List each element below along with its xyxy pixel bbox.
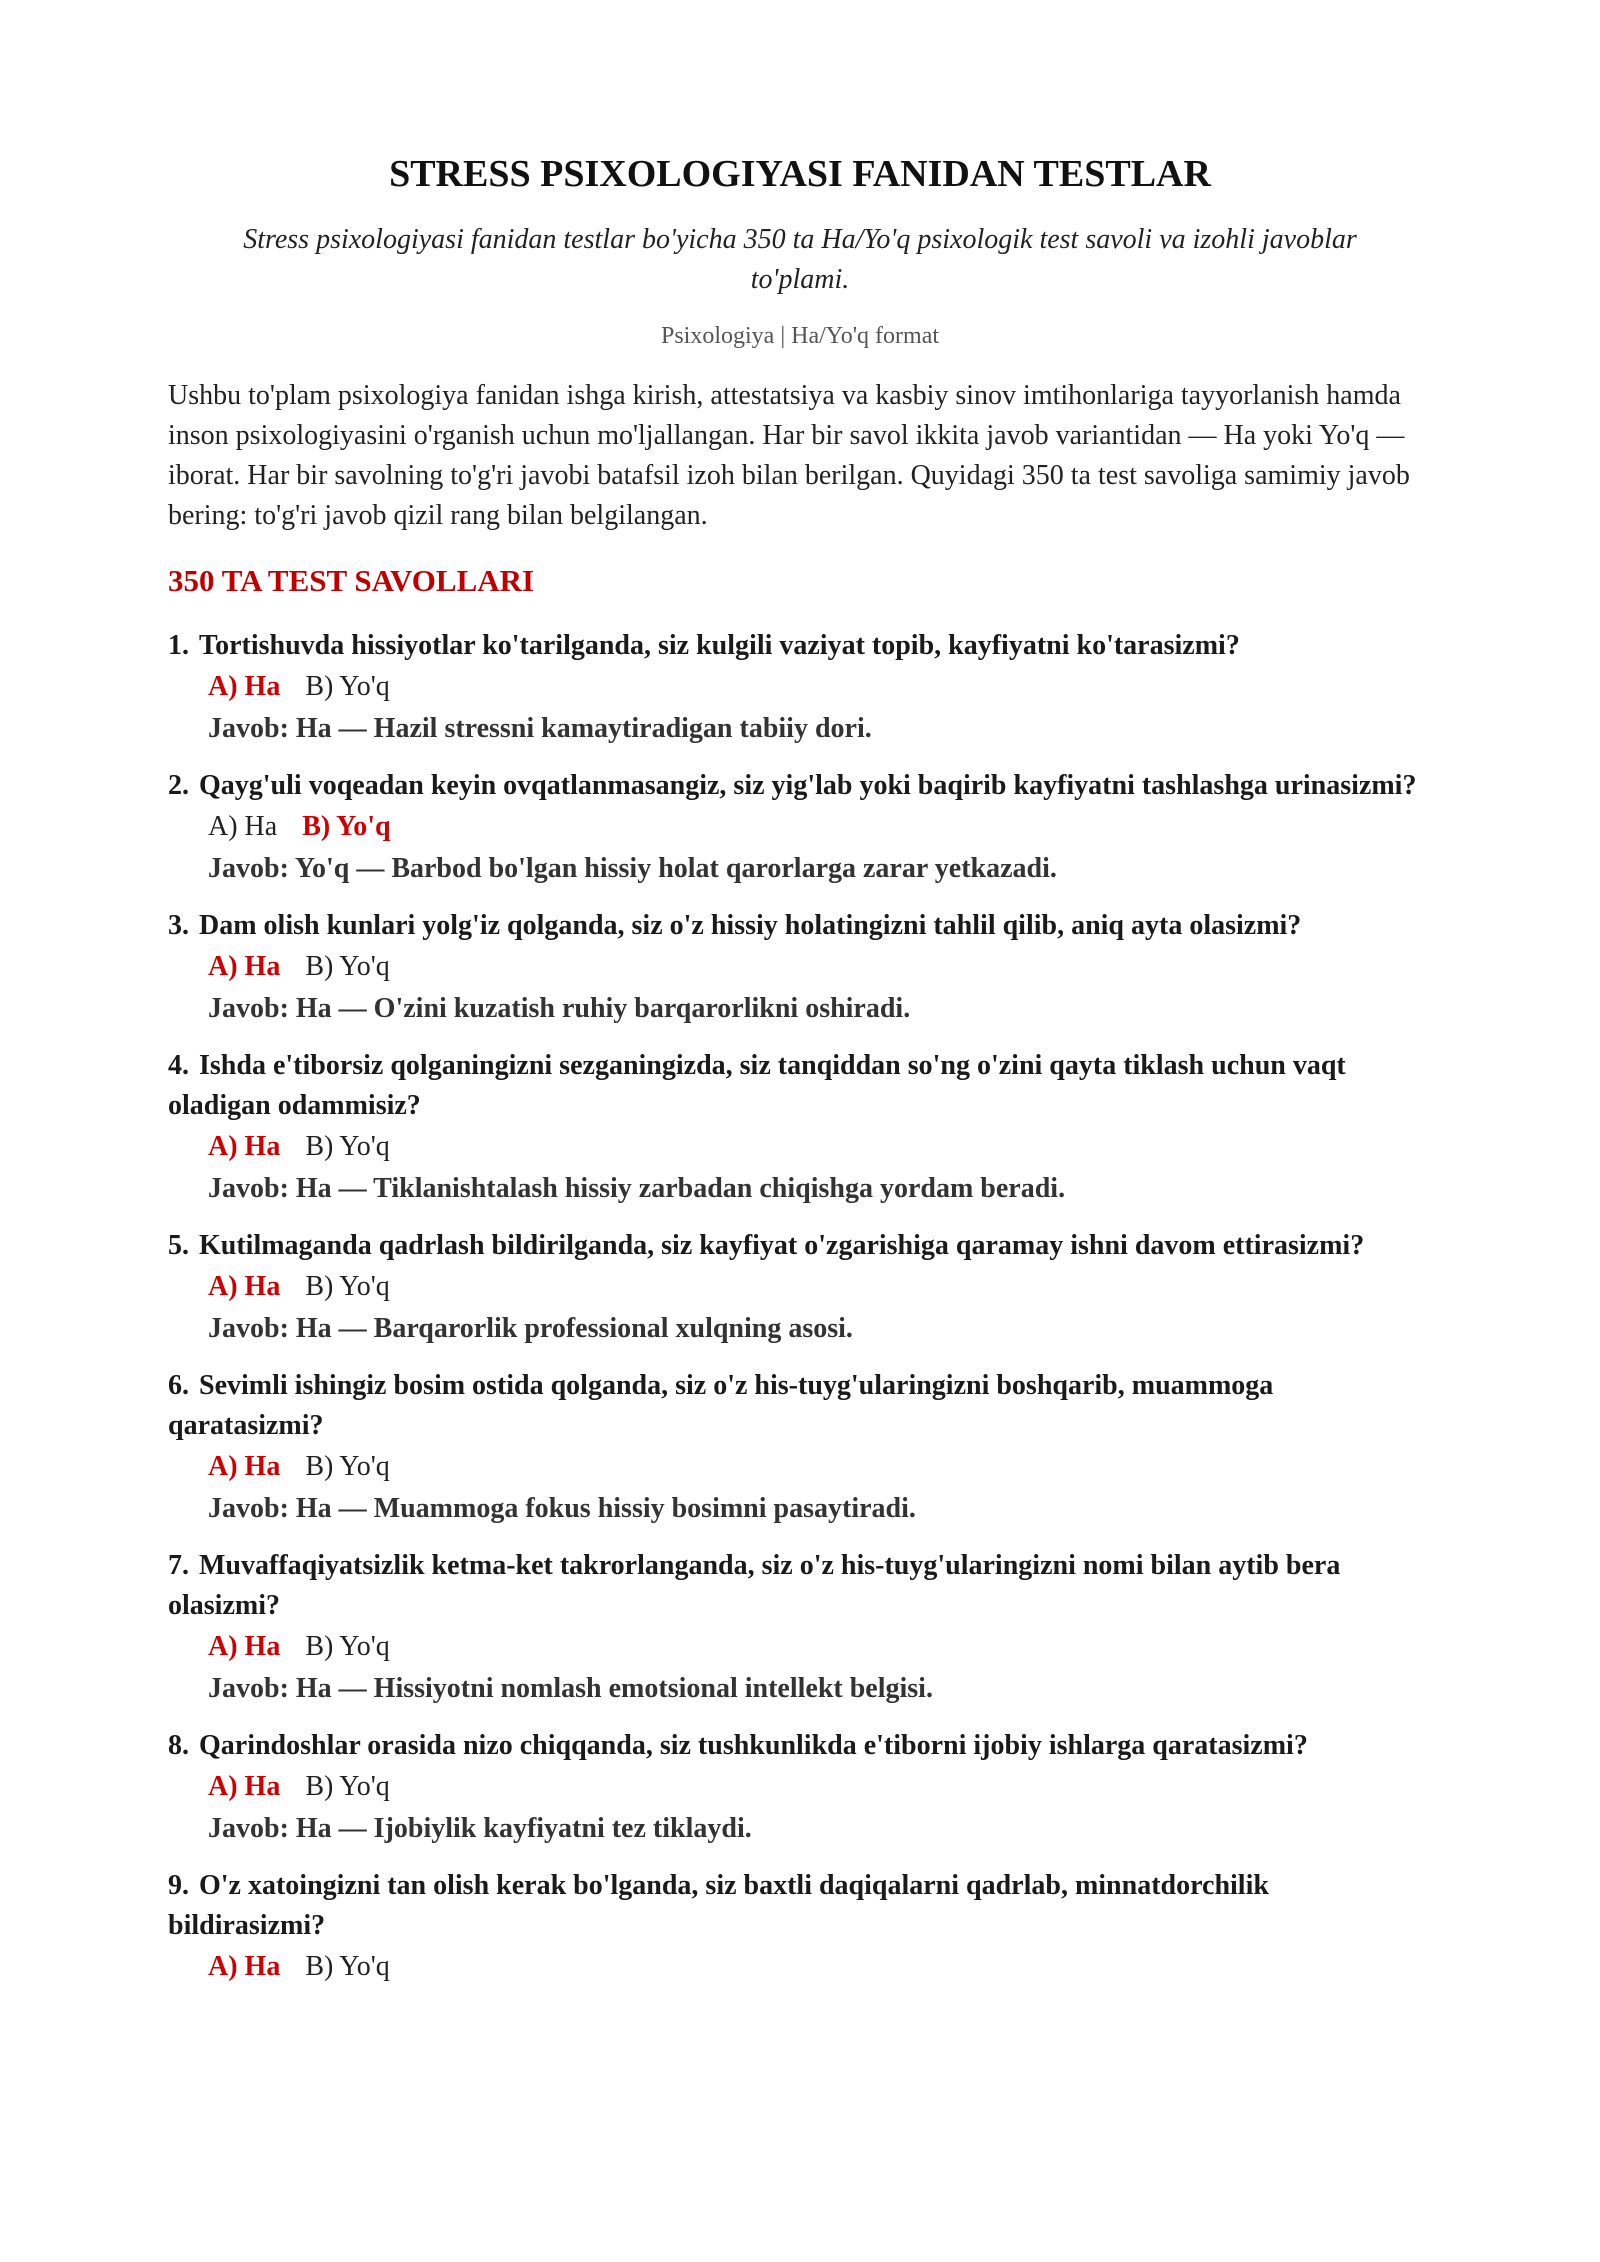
option-b[interactable]: B) Yo'q [305, 1771, 390, 1802]
question-text [168, 1726, 1432, 1766]
answer-explanation: Javob: Ha — O'zini kuzatish ruhiy barqarorlikni oshiradi. [208, 993, 911, 1024]
question-body: Sevimli ishingiz bosim ostida qolganda, siz o'z his-tuyg'ularingizni boshqarib, muammoga qaratasizmi? [168, 1370, 1274, 1441]
question-number: 9. [168, 1870, 189, 1901]
question-text [168, 626, 1432, 666]
question-options [168, 1126, 1432, 1168]
question-number: 5. [168, 1230, 189, 1261]
option-a[interactable]: A) Ha [208, 1131, 281, 1162]
question-text [168, 906, 1432, 946]
question-number: 6. [168, 1370, 189, 1401]
option-b[interactable]: B) Yo'q [305, 951, 390, 982]
question-item [168, 906, 1432, 1030]
answer-explanation: Javob: Ha — Muammoga fokus hissiy bosimni pasaytiradi. [208, 1493, 916, 1524]
question-item [168, 1546, 1432, 1710]
intro-paragraph: Ushbu to'plam psixologiya fanidan ishga kirish, attestatsiya va kasbiy sinov imtihonlariga tayyorlanish hamda inson psixologiyasini o'rganish uchun mo'ljallangan. Har bir savol ikkita javob variantidan — Ha yoki Yo'q — iborat. Har bir savolning to'g'ri javobi batafsil izoh bilan berilgan. Quyidagi 350 ta test savoliga samimiy javob bering: to'g'ri javob qizil rang bilan belgilangan. [168, 380, 1410, 531]
question-options [168, 666, 1432, 708]
question-body: Tortishuvda hissiyotlar ko'tarilganda, siz kulgili vaziyat topib, kayfiyatni ko'tarasizmi? [199, 630, 1240, 661]
question-text [168, 1546, 1432, 1626]
option-b[interactable]: B) Yo'q [302, 811, 391, 842]
question-item [168, 766, 1432, 890]
option-b[interactable]: B) Yo'q [305, 1271, 390, 1302]
option-a[interactable]: A) Ha [208, 1271, 281, 1302]
question-item [168, 1366, 1432, 1530]
answer-explanation: Javob: Yo'q — Barbod bo'lgan hissiy holat qarorlarga zarar yetkazadi. [208, 853, 1057, 884]
answer-explanation: Javob: Ha — Hissiyotni nomlash emotsional intellekt belgisi. [208, 1673, 933, 1704]
answer-explanation: Javob: Ha — Tiklanishtalash hissiy zarbadan chiqishga yordam beradi. [208, 1173, 1066, 1204]
option-b[interactable]: B) Yo'q [305, 671, 390, 702]
question-body: Muvaffaqiyatsizlik ketma-ket takrorlanganda, siz o'z his-tuyg'ularingizni nomi bilan aytib bera olasizmi? [168, 1550, 1341, 1621]
option-a[interactable]: A) Ha [208, 1771, 281, 1802]
question-options [168, 946, 1432, 988]
question-text [168, 1866, 1432, 1946]
option-a[interactable]: A) Ha [208, 811, 278, 842]
option-b[interactable]: B) Yo'q [305, 1131, 390, 1162]
option-a[interactable]: A) Ha [208, 1451, 281, 1482]
question-item [168, 1726, 1432, 1850]
question-number: 8. [168, 1730, 189, 1761]
question-list [168, 626, 1432, 1988]
answer-explanation: Javob: Ha — Ijobiylik kayfiyatni tez tiklaydi. [208, 1813, 752, 1844]
answer-explanation: Javob: Ha — Barqarorlik professional xulqning asosi. [208, 1313, 853, 1344]
option-a[interactable]: A) Ha [208, 951, 281, 982]
option-b[interactable]: B) Yo'q [305, 1951, 390, 1982]
question-options [168, 1266, 1432, 1308]
question-options [168, 1946, 1432, 1988]
question-body: Kutilmaganda qadrlash bildirilganda, siz kayfiyat o'zgarishiga qaramay ishni davom ettirasizmi? [199, 1230, 1365, 1261]
question-number: 3. [168, 910, 189, 941]
question-text [168, 1046, 1432, 1126]
question-body: Qayg'uli voqeadan keyin ovqatlanmasangiz, siz yig'lab yoki baqirib kayfiyatni tashlashga urinasizmi? [199, 770, 1417, 801]
question-item [168, 1226, 1432, 1350]
question-options [168, 1446, 1432, 1488]
option-a[interactable]: A) Ha [208, 1951, 281, 1982]
question-number: 2. [168, 770, 189, 801]
option-b[interactable]: B) Yo'q [305, 1451, 390, 1482]
question-options [168, 1626, 1432, 1668]
section-heading: 350 TA TEST SAVOLLARI [168, 563, 535, 598]
question-body: Dam olish kunlari yolg'iz qolganda, siz o'z hissiy holatingizni tahlil qilib, aniq ayta olasizmi? [199, 910, 1302, 941]
option-b[interactable]: B) Yo'q [305, 1631, 390, 1662]
question-options [168, 1766, 1432, 1808]
question-body: Ishda e'tiborsiz qolganingizni sezganingizda, siz tanqiddan so'ng o'zini qayta tiklash uchun vaqt oladigan odammisiz? [168, 1050, 1346, 1121]
question-body: O'z xatoingizni tan olish kerak bo'lganda, siz baxtli daqiqalarni qadrlab, minnatdorchilik bildirasizmi? [168, 1870, 1269, 1941]
question-item [168, 1866, 1432, 1988]
question-text [168, 1366, 1432, 1446]
document-title: STRESS PSIXOLOGIYASI FANIDAN TESTLAR [389, 153, 1211, 195]
document-category: Psixologiya | Ha/Yo'q format [660, 323, 940, 349]
question-item [168, 1046, 1432, 1210]
question-item [168, 626, 1432, 750]
answer-explanation: Javob: Ha — Hazil stressni kamaytiradigan tabiiy dori. [208, 713, 872, 744]
option-a[interactable]: A) Ha [208, 1631, 281, 1662]
question-number: 4. [168, 1050, 189, 1081]
question-text [168, 1226, 1432, 1266]
question-number: 7. [168, 1550, 189, 1581]
question-number: 1. [168, 630, 189, 661]
question-body: Qarindoshlar orasida nizo chiqqanda, siz tushkunlikda e'tiborni ijobiy ishlarga qaratasizmi? [199, 1730, 1308, 1761]
question-options [168, 806, 1432, 848]
option-a[interactable]: A) Ha [208, 671, 281, 702]
question-text [168, 766, 1432, 806]
document-subtitle: Stress psixologiyasi fanidan testlar bo'yicha 350 ta Ha/Yo'q psixologik test savoli va izohli javoblar to'plami. [243, 224, 1357, 295]
